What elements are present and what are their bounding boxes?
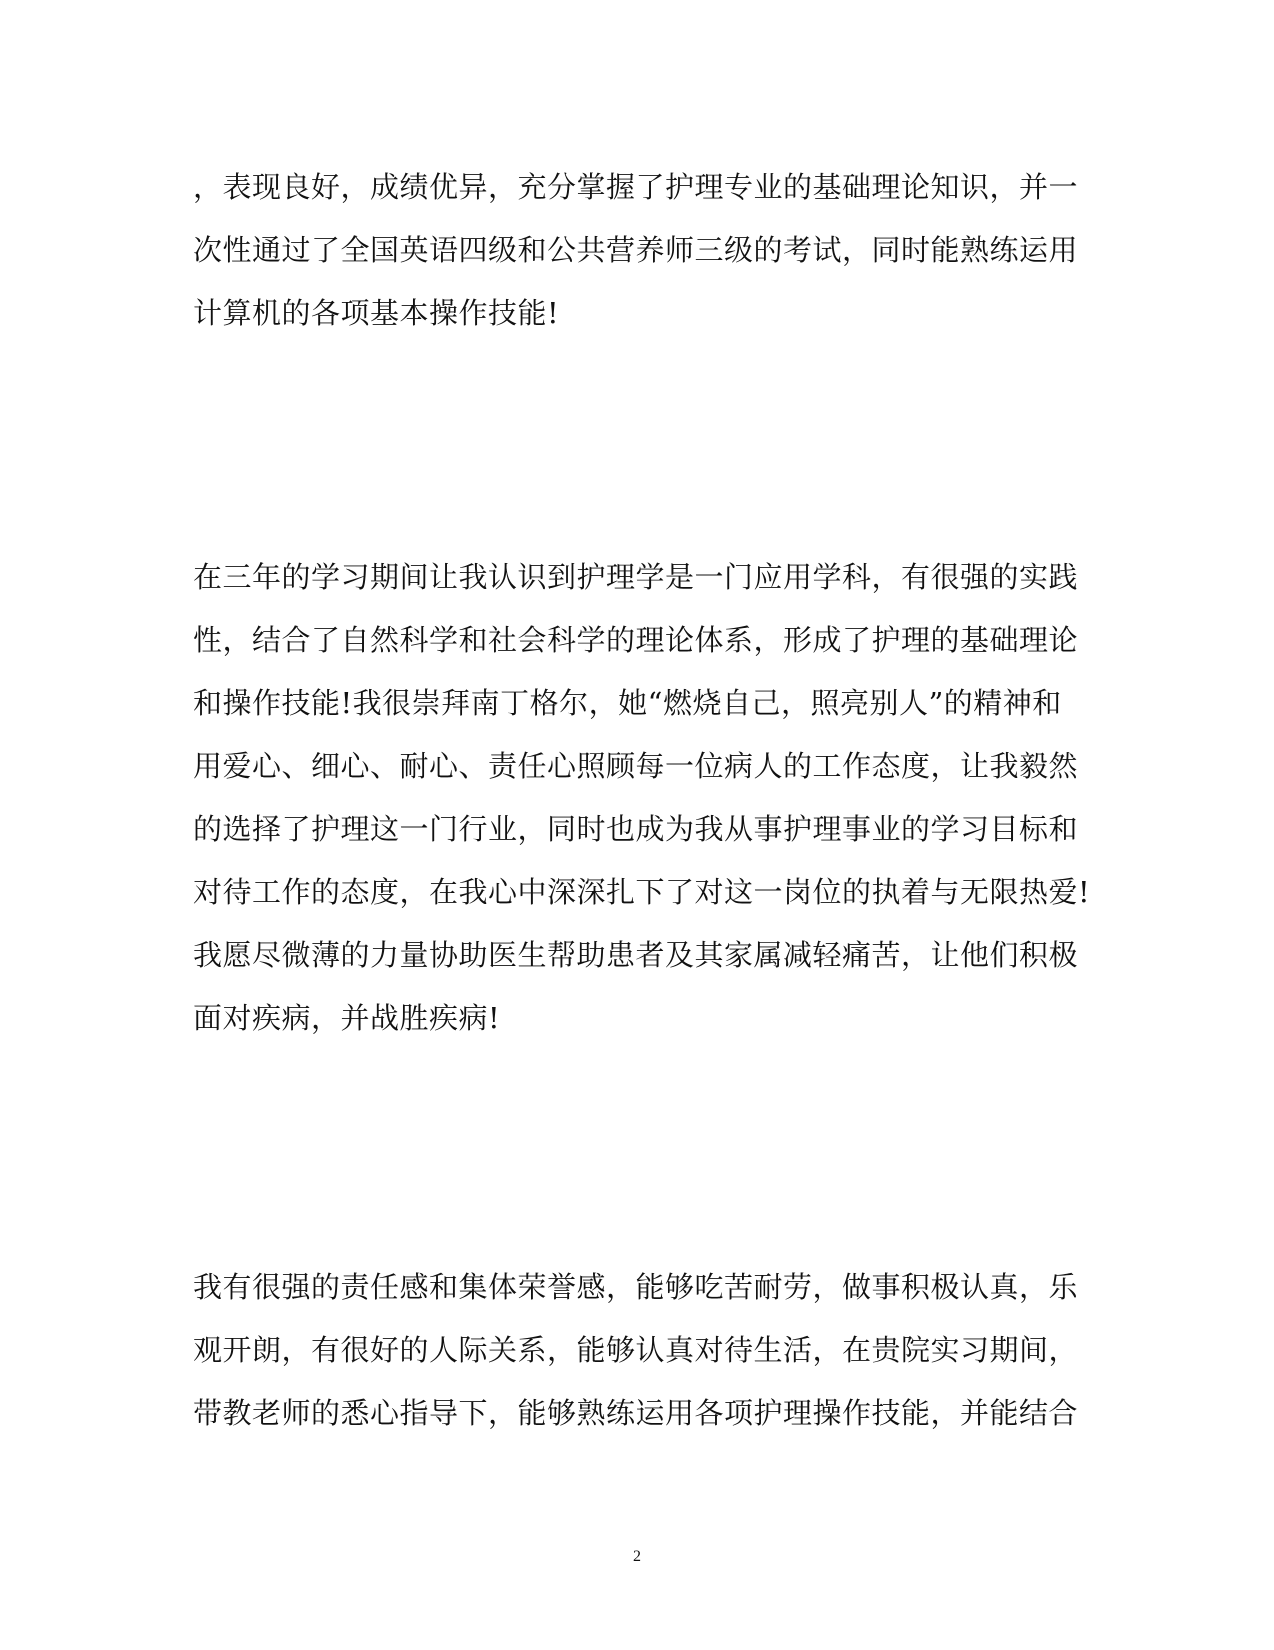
text-line: 观开朗，有很好的人际关系，能够认真对待生活，在贵院实习期间， [193, 1333, 1079, 1367]
text-line: 和操作技能!我很崇拜南丁格尔，她“燃烧自己，照亮别人”的精神和 [193, 686, 1062, 720]
paragraph [193, 1256, 1093, 1445]
text-line: 对待工作的态度，在我心中深深扎下了对这一岗位的执着与无限热爱! [193, 875, 1091, 909]
text-line: 的选择了护理这一门行业，同时也成为我从事护理事业的学习目标和 [193, 812, 1079, 846]
text-line: 在三年的学习期间让我认识到护理学是一门应用学科，有很强的实践 [193, 560, 1079, 594]
text-line: 我愿尽微薄的力量协助医生帮助患者及其家属减轻痛苦，让他们积极 [193, 938, 1079, 972]
text-line: 用爱心、细心、耐心、责任心照顾每一位病人的工作态度，让我毅然 [193, 749, 1079, 783]
paragraph [193, 546, 1093, 1050]
text-line: 计算机的各项基本操作技能! [193, 296, 560, 330]
text-line: 带教老师的悉心指导下，能够熟练运用各项护理操作技能，并能结合 [193, 1396, 1079, 1430]
text-line: 面对疾病，并战胜疾病! [193, 1001, 501, 1035]
text-line: ，表现良好，成绩优异，充分掌握了护理专业的基础理论知识，并一 [193, 170, 1079, 204]
text-line: 次性通过了全国英语四级和公共营养师三级的考试，同时能熟练运用 [193, 233, 1079, 267]
paragraph [193, 156, 1093, 345]
text-line: 我有很强的责任感和集体荣誉感，能够吃苦耐劳，做事积极认真，乐 [193, 1270, 1079, 1304]
page-number: 2 [633, 1548, 641, 1565]
text-line: 性，结合了自然科学和社会科学的理论体系，形成了护理的基础理论 [193, 623, 1079, 657]
